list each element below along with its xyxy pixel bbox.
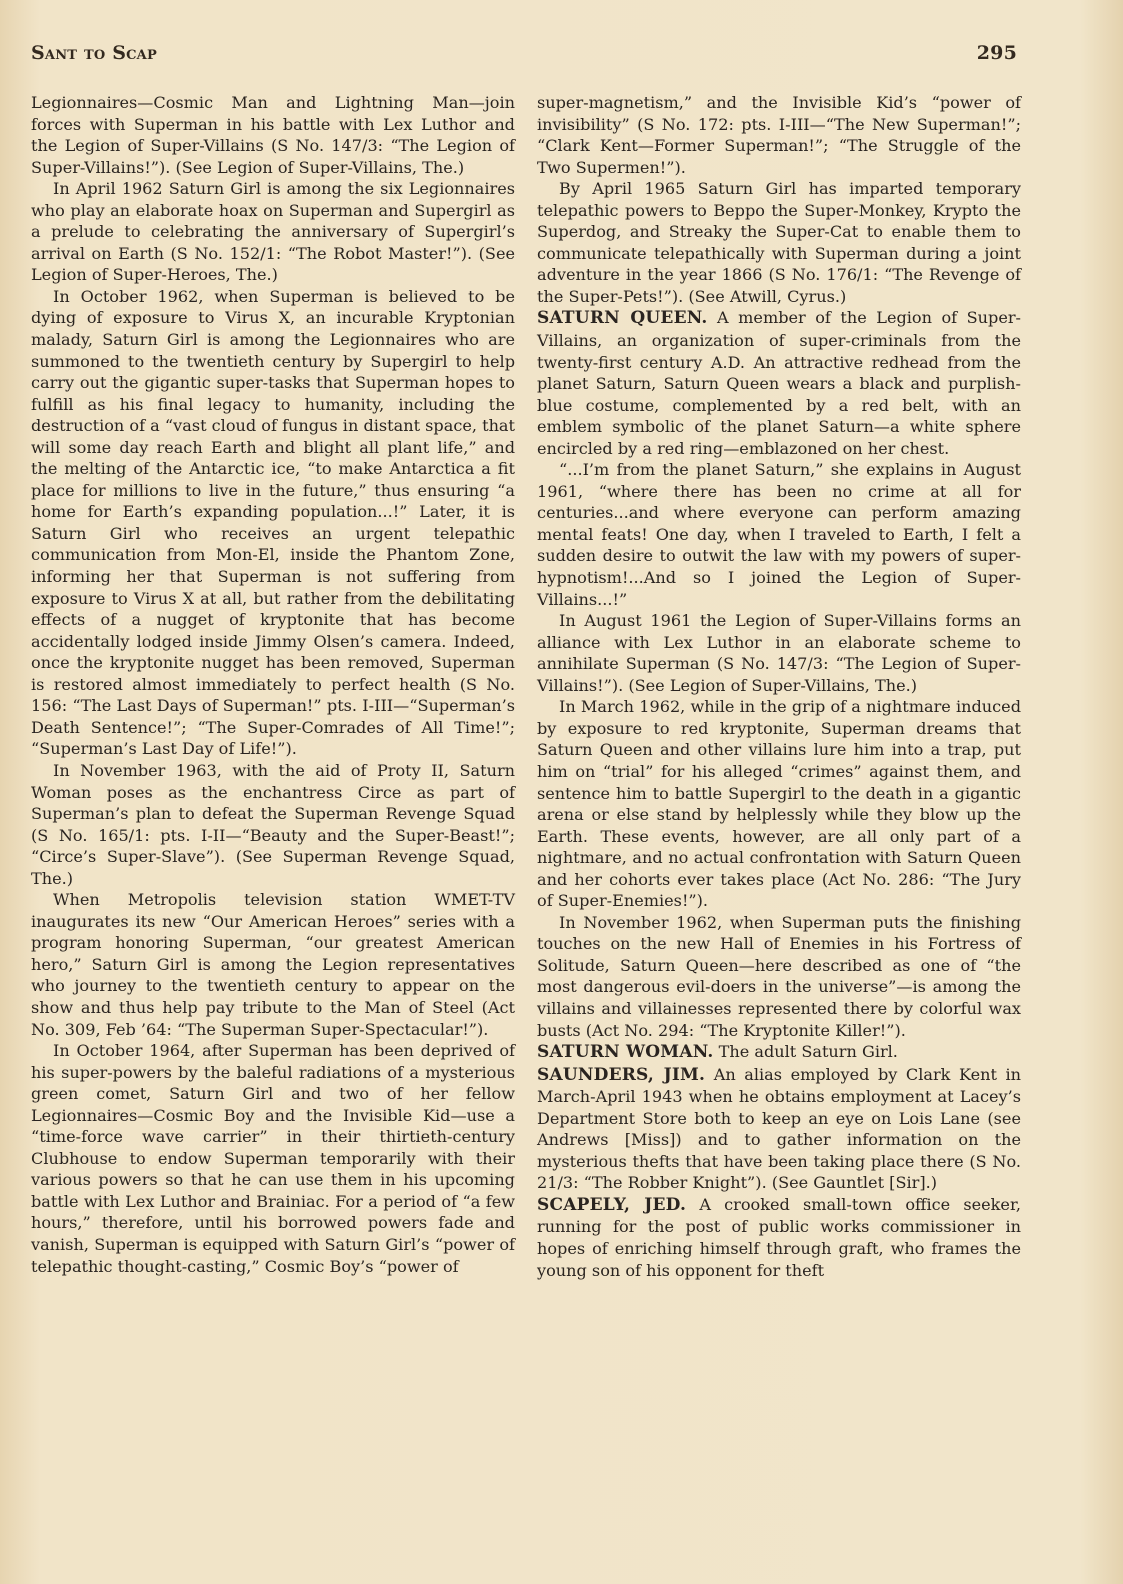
right-column xyxy=(537,92,1021,1281)
paragraph: In October 1964, after Superman has been deprived of his super-powers by the baleful radiations of a mysterious green comet, Saturn Girl and two of her fellow Legionnaires—Cosmic Boy and the Invisible Kid—use a “time-force wave carrier” in their thirtieth-century Clubhouse to endow Superman temporarily with their various powers so that he can use them in his upcoming battle with Lex Luthor and Brainiac. For a period of “a few hours,” therefore, until his borrowed powers fade and vanish, Superman is equipped with Saturn Girl’s “power of telepathic thought-casting,” Cosmic Boy’s “power of xyxy=(31,1041,515,1276)
entry-text: A member of the Legion of Super-Villains, an organization of super-criminals from the twenty-first century A.D. An attractive redhead from the planet Saturn, Saturn Queen wears a black and purplish-blue costume, complemented by a red belt, with an emblem symbolic of the planet Saturn—a white sphere encircled by a red ring—emblazoned on her chest. xyxy=(537,308,1021,458)
headword: SATURN QUEEN. xyxy=(537,308,708,329)
paragraph: In October 1962, when Superman is believed to be dying of exposure to Virus X, an incurable Kryptonian malady, Saturn Girl is among the Legionnaires who are summoned to the twentieth century by Supergirl to help carry out the gigantic super-tasks that Superman hopes to fulfill as his final legacy to humanity, including the destruction of a “vast cloud of fungus in distant space, that will some day reach Earth and blight all plant life,” and the melting of the Antarctic ice, “to make Antarctica a fit place for millions to live in the future,” thus ensuring “a home for Earth’s expanding population...!” Later, it is Saturn Girl who receives an urgent telepathic communication from Mon-El, inside the Phantom Zone, informing her that Superman is not suffering from exposure to Virus X at all, but rather from the debilitating effects of a nugget of kryptonite that has become accidentally lodged inside Jimmy Olsen’s camera. Indeed, once the kryptonite nugget has been removed, Superman is restored almost immediately to perfect health (S No. 156: “The Last Days of Superman!” pts. I-III—“Superman’s Death Sentence!”; “The Super-Comrades of All Time!”; “Superman’s Last Day of Life!”). xyxy=(31,286,515,759)
paragraph: In August 1961 the Legion of Super-Villains forms an alliance with Lex Luthor in an elaborate scheme to annihilate Superman (S No. 147/3: “The Legion of Super-Villains!”). (See Legion of Super-Villains, The.) xyxy=(537,611,1021,695)
entry-saturn-queen xyxy=(537,307,1021,459)
paragraph: When Metropolis television station WMET-TV inaugurates its new “Our American Heroes” series with a program honoring Superman, “our greatest American hero,” Saturn Girl is among the Legion representatives who journey to the twentieth century to appear on the show and thus help pay tribute to the Man of Steel (Act No. 309, Feb ’64: “The Superman Super-Spectacular!”). xyxy=(31,890,515,1039)
paragraph: By April 1965 Saturn Girl has imparted temporary telepathic powers to Beppo the Super-Monkey, Krypto the Superdog, and Streaky the Super-Cat to enable them to communicate telepathically with Superman during a joint adventure in the year 1866 (S No. 176/1: “The Revenge of the Super-Pets!”). (See Atwill, Cyrus.) xyxy=(537,179,1021,306)
paragraph: Legionnaires—Cosmic Man and Lightning Man—join forces with Superman in his battle with Lex Luthor and the Legion of Super-Villains (S No. 147/3: “The Legion of Super-Villains!”). (See Legion of Super-Villains, The.) xyxy=(31,93,515,177)
paragraph: In March 1962, while in the grip of a nightmare induced by exposure to red kryptonite, Superman dreams that Saturn Queen and other villains lure him into a trap, put him on “trial” for his alleged “crimes” against them, and sentence him to battle Supergirl to the death in a gigantic arena or else stand by helplessly while they blow up the Earth. These events, however, are all only part of a nightmare, and no actual confrontation with Saturn Queen and her cohorts ever takes place (Act No. 286: “The Jury of Super-Enemies!”). xyxy=(537,697,1021,911)
entry-text: The adult Saturn Girl. xyxy=(718,1042,898,1062)
paragraph: In November 1962, when Superman puts the finishing touches on the new Hall of Enemies in his Fortress of Solitude, Saturn Queen—here described as one of “the most dangerous evil-doers in the universe”—is among the villains and villainesses represented there by colorful wax busts (Act No. 294: “The Kryptonite Killer!”). xyxy=(537,912,1021,1040)
page-header xyxy=(31,42,1017,64)
headword: SCAPELY, JED. xyxy=(537,1194,687,1215)
entry-text: An alias employed by Clark Kent in March-April 1943 when he obtains employment at Lacey’s Department Store both to keep an eye on Lois Lane (see Andrews [Miss]) and to gather information on the mysterious thefts that have been taking place there (S No. 21/3: “The Robber Knight”). (See Gauntlet [Sir].) xyxy=(537,1064,1022,1193)
running-head: Sant to Scap xyxy=(31,42,157,64)
left-column xyxy=(31,92,515,1277)
paragraph: super-magnetism,” and the Invisible Kid’s “power of invisibility” (S No. 172: pts. I-III—“The New Superman!”; “Clark Kent—Former Superman!”; “The Struggle of the Two Supermen!”). xyxy=(537,93,1021,177)
entry-saunders-jim xyxy=(537,1064,1021,1194)
page-number: 295 xyxy=(976,42,1017,64)
headword: SATURN WOMAN. xyxy=(537,1042,714,1063)
entry-saturn-woman xyxy=(537,1041,1021,1064)
paragraph: In April 1962 Saturn Girl is among the six Legionnaires who play an elaborate hoax on Superman and Supergirl as a prelude to celebrating the anniversary of Supergirl’s arrival on Earth (S No. 152/1: “The Robot Master!”). (See Legion of Super-Heroes, The.) xyxy=(31,179,515,285)
entry-text: A crooked small-town office seeker, running for the post of public works commissioner in hopes of enriching himself through graft, who frames the young son of his opponent for theft xyxy=(537,1194,1021,1280)
entry-scapely-jed xyxy=(537,1194,1021,1281)
paragraph: “...I’m from the planet Saturn,” she explains in August 1961, “where there has been no crime at all for centuries...and where everyone can perform amazing mental feats! One day, when I traveled to Earth, I felt a sudden desire to outwit the law with my powers of super-hypnotism!...And so I joined the Legion of Super-Villains...!” xyxy=(537,460,1021,609)
paragraph: In November 1963, with the aid of Proty II, Saturn Woman poses as the enchantress Circe as part of Superman’s plan to defeat the Superman Revenge Squad (S No. 165/1: pts. I-II—“Beauty and the Super-Beast!”; “Circe’s Super-Slave”). (See Superman Revenge Squad, The.) xyxy=(31,760,515,888)
headword: SAUNDERS, JIM. xyxy=(537,1064,706,1085)
